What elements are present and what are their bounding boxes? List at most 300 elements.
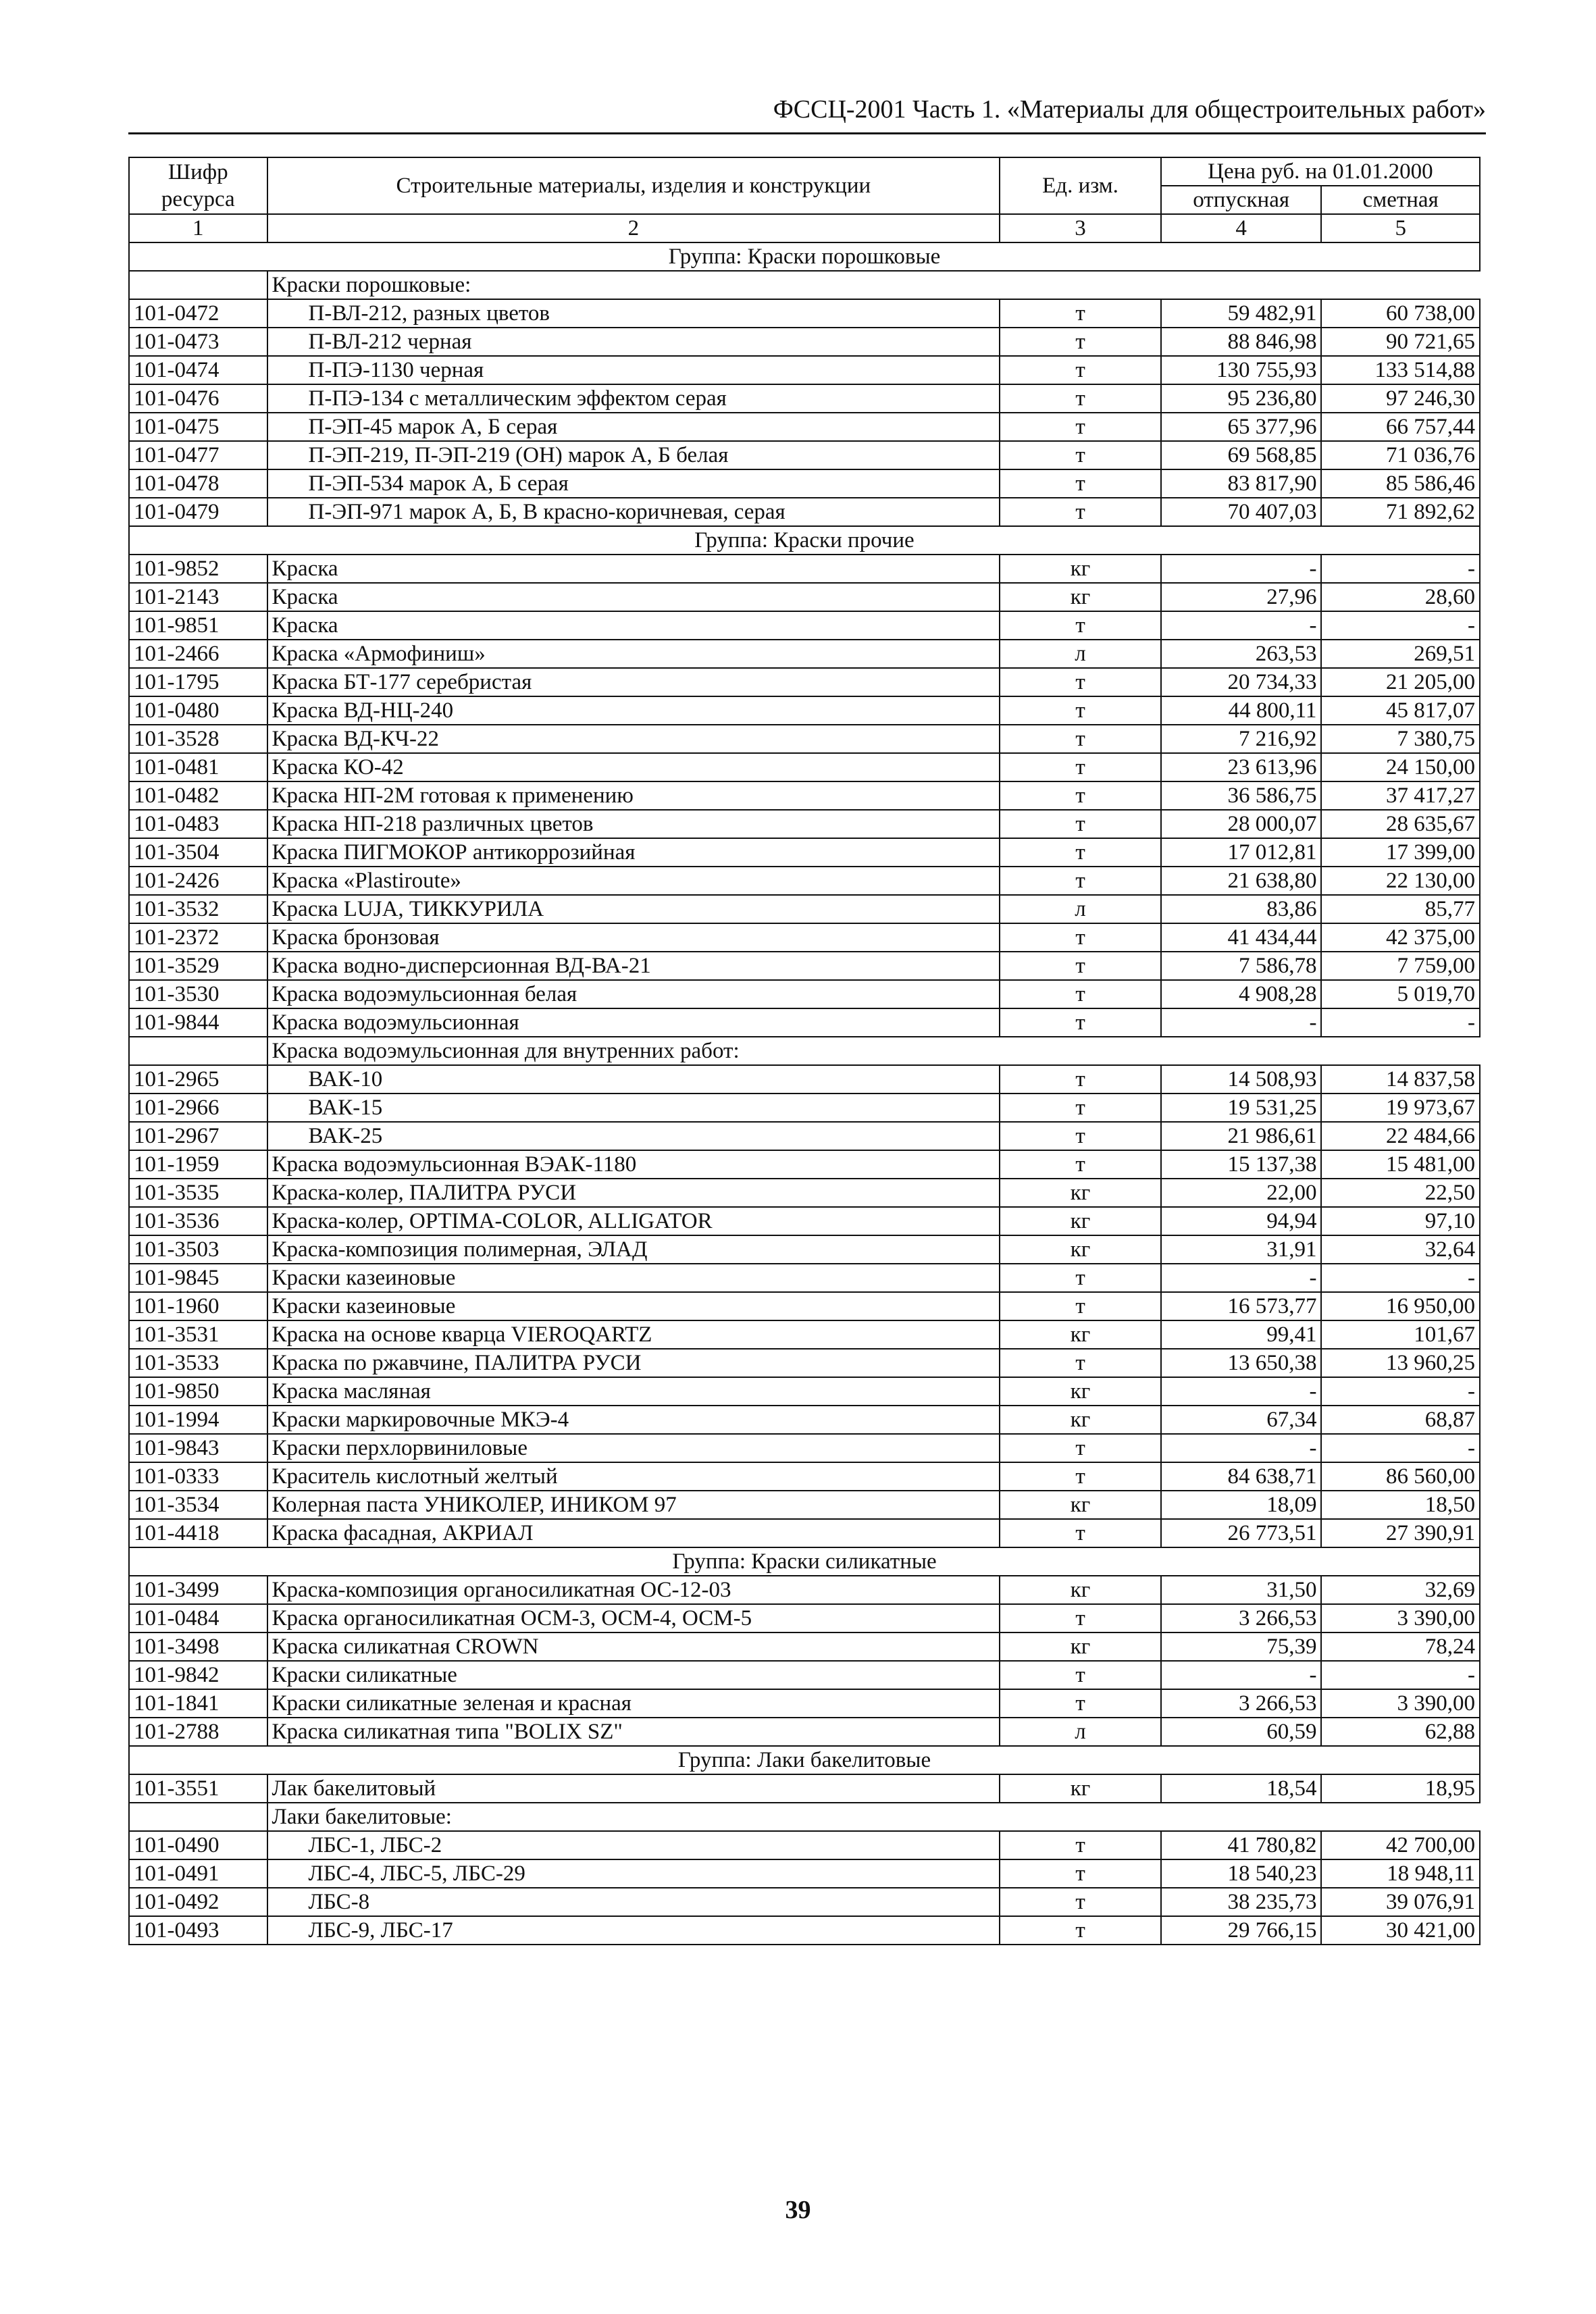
material-name-cell: ЛБС-1, ЛБС-2 [267,1831,1000,1859]
unit-cell: т [1000,611,1161,640]
release-price-cell: 69 568,85 [1161,441,1322,469]
table-row [129,384,1480,413]
estimate-price-cell: 71 036,76 [1321,441,1480,469]
resource-code-cell: 101-0482 [129,781,267,810]
unit-cell: т [1000,498,1161,526]
material-name-cell: ЛБС-8 [267,1888,1000,1916]
material-name-cell: Колерная паста УНИКОЛЕР, ИНИКОМ 97 [267,1491,1000,1519]
resource-code-cell: 101-4418 [129,1519,267,1547]
group-title: Группа: Краски прочие [129,526,1480,555]
table-row [129,1718,1480,1746]
estimate-price-cell: 60 738,00 [1321,299,1480,328]
table-row [129,498,1480,526]
material-name-cell: Краска ВД-НЦ-240 [267,696,1000,725]
resource-code-cell: 101-3528 [129,725,267,753]
table-row [129,1094,1480,1122]
material-name-cell: Краска водоэмульсионная ВЭАК-1180 [267,1150,1000,1179]
materials-price-table [128,157,1481,1945]
material-name-cell: ЛБС-4, ЛБС-5, ЛБС-29 [267,1859,1000,1888]
material-name-cell: ВАК-15 [267,1094,1000,1122]
unit-cell: т [1000,328,1161,356]
release-price-cell: - [1161,1377,1322,1406]
subgroup-code-cell [129,271,267,299]
resource-code-cell: 101-3503 [129,1235,267,1264]
resource-code-cell: 101-0477 [129,441,267,469]
estimate-price-cell: 32,69 [1321,1576,1480,1604]
material-name-cell: Краска [267,611,1000,640]
resource-code-cell: 101-9852 [129,555,267,583]
unit-cell: т [1000,1689,1161,1718]
release-price-cell: 18,54 [1161,1774,1322,1803]
material-name-cell: П-ЭП-45 марок А, Б серая [267,413,1000,441]
column-number-3: 3 [1000,214,1161,242]
resource-code-cell: 101-2143 [129,583,267,611]
table-row [129,838,1480,867]
resource-code-cell: 101-1959 [129,1150,267,1179]
estimate-price-cell: 86 560,00 [1321,1462,1480,1491]
resource-code-cell: 101-9842 [129,1661,267,1689]
subgroup-title: Краска водоэмульсионная для внутренних работ: [267,1037,1480,1065]
group-header-row [129,1547,1480,1576]
unit-cell: т [1000,725,1161,753]
release-price-cell: 31,91 [1161,1235,1322,1264]
table-row [129,1122,1480,1150]
estimate-price-cell: 39 076,91 [1321,1888,1480,1916]
unit-cell: т [1000,1888,1161,1916]
resource-code-cell: 101-0491 [129,1859,267,1888]
table-row [129,753,1480,781]
estimate-price-cell: 22 130,00 [1321,867,1480,895]
subgroup-title: Лаки бакелитовые: [267,1803,1480,1831]
material-name-cell: Краска фасадная, АКРИАЛ [267,1519,1000,1547]
estimate-price-cell: 7 380,75 [1321,725,1480,753]
table-row [129,441,1480,469]
release-price-cell: 99,41 [1161,1320,1322,1349]
resource-code-cell: 101-1994 [129,1406,267,1434]
material-name-cell: Краски казеиновые [267,1264,1000,1292]
release-price-cell: 29 766,15 [1161,1916,1322,1945]
table-row [129,413,1480,441]
material-name-cell: Краситель кислотный желтый [267,1462,1000,1491]
unit-cell: т [1000,838,1161,867]
unit-cell: т [1000,1349,1161,1377]
unit-cell: кг [1000,583,1161,611]
table-row [129,1406,1480,1434]
estimate-price-cell: 22 484,66 [1321,1122,1480,1150]
unit-cell: кг [1000,1491,1161,1519]
release-price-cell: 44 800,11 [1161,696,1322,725]
resource-code-cell: 101-3536 [129,1207,267,1235]
release-price-cell: - [1161,1264,1322,1292]
table-row [129,555,1480,583]
estimate-price-cell: 18 948,11 [1321,1859,1480,1888]
estimate-price-cell: 19 973,67 [1321,1094,1480,1122]
release-price-cell: 18,09 [1161,1491,1322,1519]
estimate-price-cell: 3 390,00 [1321,1604,1480,1632]
resource-code-cell: 101-3535 [129,1179,267,1207]
release-price-cell: 3 266,53 [1161,1689,1322,1718]
resource-code-cell: 101-9845 [129,1264,267,1292]
estimate-price-cell: 27 390,91 [1321,1519,1480,1547]
unit-cell: т [1000,413,1161,441]
material-name-cell: Краска водоэмульсионная белая [267,980,1000,1008]
resource-code-cell: 101-2466 [129,640,267,668]
estimate-price-cell: 7 759,00 [1321,952,1480,980]
document-header: ФССЦ-2001 Часть 1. «Материалы для общестроительных работ» [128,95,1486,134]
material-name-cell: Краска ПИГМОКОР антикоррозийная [267,838,1000,867]
material-name-cell: Краска масляная [267,1377,1000,1406]
unit-cell: т [1000,384,1161,413]
unit-cell: т [1000,1661,1161,1689]
table-row [129,1888,1480,1916]
unit-cell: т [1000,1831,1161,1859]
material-name-cell: Краски силикатные [267,1661,1000,1689]
resource-code-cell: 101-0333 [129,1462,267,1491]
material-name-cell: Краска на основе кварца VIEROQARTZ [267,1320,1000,1349]
estimate-price-cell: 21 205,00 [1321,668,1480,696]
table-row [129,1774,1480,1803]
resource-code-cell: 101-3532 [129,895,267,923]
unit-cell: кг [1000,1774,1161,1803]
estimate-price-cell: - [1321,1377,1480,1406]
resource-code-cell: 101-0493 [129,1916,267,1945]
material-name-cell: П-ВЛ-212 черная [267,328,1000,356]
estimate-price-cell: - [1321,555,1480,583]
resource-code-cell: 101-3504 [129,838,267,867]
release-price-cell: 31,50 [1161,1576,1322,1604]
subgroup-title: Краски порошковые: [267,271,1480,299]
unit-cell: т [1000,781,1161,810]
subgroup-code-cell [129,1037,267,1065]
unit-cell: кг [1000,1576,1161,1604]
material-name-cell: Краски казеиновые [267,1292,1000,1320]
material-name-cell: П-ПЭ-134 с металлическим эффектом серая [267,384,1000,413]
table-row [129,1320,1480,1349]
table-row [129,328,1480,356]
unit-cell: т [1000,1292,1161,1320]
resource-code-cell: 101-0479 [129,498,267,526]
resource-code-cell: 101-3531 [129,1320,267,1349]
subgroup-row [129,1037,1480,1065]
release-price-cell: 21 638,80 [1161,867,1322,895]
material-name-cell: Краска водно-дисперсионная ВД-ВА-21 [267,952,1000,980]
unit-cell: т [1000,980,1161,1008]
estimate-price-cell: 269,51 [1321,640,1480,668]
subgroup-row [129,271,1480,299]
estimate-price-cell: 18,95 [1321,1774,1480,1803]
table-row [129,1235,1480,1264]
table-row [129,725,1480,753]
table-row [129,952,1480,980]
table-row [129,1434,1480,1462]
unit-cell: т [1000,810,1161,838]
release-price-cell: 70 407,03 [1161,498,1322,526]
estimate-price-cell: - [1321,1008,1480,1037]
resource-code-cell: 101-1795 [129,668,267,696]
material-name-cell: Краска [267,555,1000,583]
estimate-price-cell: 78,24 [1321,1632,1480,1661]
release-price-cell: 21 986,61 [1161,1122,1322,1150]
unit-cell: т [1000,753,1161,781]
material-name-cell: Краска КО-42 [267,753,1000,781]
material-name-cell: Краска-композиция полимерная, ЭЛАД [267,1235,1000,1264]
release-price-cell: 130 755,93 [1161,356,1322,384]
table-row [129,1207,1480,1235]
release-price-cell: 7 586,78 [1161,952,1322,980]
unit-cell: т [1000,299,1161,328]
page-number: 39 [785,2196,811,2224]
resource-code-cell: 101-9851 [129,611,267,640]
release-price-cell: 7 216,92 [1161,725,1322,753]
material-name-cell: П-ВЛ-212, разных цветов [267,299,1000,328]
material-name-cell: Краски силикатные зеленая и красная [267,1689,1000,1718]
release-price-cell: 3 266,53 [1161,1604,1322,1632]
estimate-price-cell: 24 150,00 [1321,753,1480,781]
release-price-cell: 75,39 [1161,1632,1322,1661]
unit-cell: т [1000,1916,1161,1945]
resource-code-cell: 101-0472 [129,299,267,328]
group-title: Группа: Лаки бакелитовые [129,1746,1480,1774]
column-number-4: 4 [1161,214,1322,242]
table-row [129,980,1480,1008]
material-name-cell: Краска водоэмульсионная [267,1008,1000,1037]
table-row [129,1491,1480,1519]
release-price-cell: 22,00 [1161,1179,1322,1207]
estimate-price-cell: 37 417,27 [1321,781,1480,810]
release-price-cell: 16 573,77 [1161,1292,1322,1320]
material-name-cell: Краска по ржавчине, ПАЛИТРА РУСИ [267,1349,1000,1377]
release-price-cell: 20 734,33 [1161,668,1322,696]
resource-code-cell: 101-3551 [129,1774,267,1803]
subgroup-code-cell [129,1803,267,1831]
estimate-price-cell: 66 757,44 [1321,413,1480,441]
estimate-price-cell: - [1321,1661,1480,1689]
table-row [129,1831,1480,1859]
release-price-cell: 18 540,23 [1161,1859,1322,1888]
unit-cell: т [1000,356,1161,384]
table-row [129,1349,1480,1377]
material-name-cell: П-ЭП-219, П-ЭП-219 (ОН) марок А, Б белая [267,441,1000,469]
release-price-cell: 94,94 [1161,1207,1322,1235]
material-name-cell: Краски маркировочные МКЭ-4 [267,1406,1000,1434]
material-name-cell: Краска бронзовая [267,923,1000,952]
table-row [129,640,1480,668]
release-price-cell: - [1161,555,1322,583]
release-price-cell: 14 508,93 [1161,1065,1322,1094]
release-price-cell: 41 434,44 [1161,923,1322,952]
table-row [129,923,1480,952]
resource-code-cell: 101-0483 [129,810,267,838]
material-name-cell: Краска НП-218 различных цветов [267,810,1000,838]
unit-cell: кг [1000,1377,1161,1406]
table-row [129,867,1480,895]
unit-cell: л [1000,640,1161,668]
release-price-cell: 263,53 [1161,640,1322,668]
release-price-cell: 27,96 [1161,583,1322,611]
resource-code-cell: 101-0473 [129,328,267,356]
estimate-price-cell: 17 399,00 [1321,838,1480,867]
estimate-price-cell: 97 246,30 [1321,384,1480,413]
estimate-price-cell: - [1321,611,1480,640]
unit-cell: т [1000,867,1161,895]
unit-cell: т [1000,952,1161,980]
unit-cell: кг [1000,1235,1161,1264]
unit-cell: т [1000,1065,1161,1094]
unit-cell: т [1000,1859,1161,1888]
table-row [129,583,1480,611]
resource-code-cell: 101-0481 [129,753,267,781]
material-name-cell: П-ПЭ-1130 черная [267,356,1000,384]
material-name-cell: Краска НП-2М готовая к применению [267,781,1000,810]
table-body [129,242,1480,1945]
material-name-cell: Краска силикатная CROWN [267,1632,1000,1661]
resource-code-cell: 101-0490 [129,1831,267,1859]
table-row [129,810,1480,838]
material-name-cell: Краска LUJA, ТИККУРИЛА [267,895,1000,923]
table-row [129,1604,1480,1632]
group-header-row [129,1746,1480,1774]
unit-cell: т [1000,1122,1161,1150]
estimate-price-cell: - [1321,1264,1480,1292]
material-name-cell: Краска-колер, OPTIMA-COLOR, ALLIGATOR [267,1207,1000,1235]
release-price-cell: 41 780,82 [1161,1831,1322,1859]
header-code: Шифр ресурса [129,157,267,214]
resource-code-cell: 101-2965 [129,1065,267,1094]
estimate-price-cell: 45 817,07 [1321,696,1480,725]
group-title: Группа: Краски силикатные [129,1547,1480,1576]
header-price: Цена руб. на 01.01.2000 [1161,157,1480,186]
table-row [129,1916,1480,1945]
material-name-cell: Краска органосиликатная ОСМ-3, ОСМ-4, ОСМ-5 [267,1604,1000,1632]
estimate-price-cell: 90 721,65 [1321,328,1480,356]
unit-cell: т [1000,668,1161,696]
unit-cell: л [1000,895,1161,923]
unit-cell: кг [1000,1207,1161,1235]
unit-cell: т [1000,469,1161,498]
unit-cell: т [1000,1264,1161,1292]
resource-code-cell: 101-1960 [129,1292,267,1320]
estimate-price-cell: 62,88 [1321,1718,1480,1746]
resource-code-cell: 101-2372 [129,923,267,952]
estimate-price-cell: 85 586,46 [1321,469,1480,498]
subgroup-row [129,1803,1480,1831]
table-row [129,356,1480,384]
material-name-cell: Лак бакелитовый [267,1774,1000,1803]
material-name-cell: Краска [267,583,1000,611]
resource-code-cell: 101-3498 [129,1632,267,1661]
estimate-price-cell: 42 700,00 [1321,1831,1480,1859]
table-row [129,1576,1480,1604]
estimate-price-cell: 85,77 [1321,895,1480,923]
release-price-cell: - [1161,611,1322,640]
material-name-cell: ВАК-10 [267,1065,1000,1094]
header-estimate-price: сметная [1321,186,1480,214]
table-row [129,1008,1480,1037]
table-row [129,1150,1480,1179]
release-price-cell: 95 236,80 [1161,384,1322,413]
unit-cell: т [1000,1462,1161,1491]
header-unit: Ед. изм. [1000,157,1161,214]
table-row [129,668,1480,696]
unit-cell: т [1000,1519,1161,1547]
resource-code-cell: 101-9844 [129,1008,267,1037]
table-row [129,1179,1480,1207]
group-title: Группа: Краски порошковые [129,242,1480,271]
header-release-price: отпускная [1161,186,1322,214]
estimate-price-cell: 30 421,00 [1321,1916,1480,1945]
table-row [129,611,1480,640]
release-price-cell: 88 846,98 [1161,328,1322,356]
release-price-cell: 13 650,38 [1161,1349,1322,1377]
release-price-cell: 19 531,25 [1161,1094,1322,1122]
table-row [129,1632,1480,1661]
resource-code-cell: 101-3529 [129,952,267,980]
resource-code-cell: 101-3533 [129,1349,267,1377]
table-row [129,895,1480,923]
resource-code-cell: 101-9850 [129,1377,267,1406]
resource-code-cell: 101-0480 [129,696,267,725]
release-price-cell: 65 377,96 [1161,413,1322,441]
material-name-cell: Краска силикатная типа "BOLIX SZ" [267,1718,1000,1746]
material-name-cell: Краска «Армофиниш» [267,640,1000,668]
release-price-cell: - [1161,1661,1322,1689]
estimate-price-cell: 18,50 [1321,1491,1480,1519]
table-row [129,1859,1480,1888]
release-price-cell: 15 137,38 [1161,1150,1322,1179]
unit-cell: кг [1000,555,1161,583]
resource-code-cell: 101-2788 [129,1718,267,1746]
material-name-cell: Краски перхлорвиниловые [267,1434,1000,1462]
table-row [129,1661,1480,1689]
resource-code-cell: 101-3530 [129,980,267,1008]
table-row [129,299,1480,328]
unit-cell: кг [1000,1179,1161,1207]
estimate-price-cell: 101,67 [1321,1320,1480,1349]
estimate-price-cell: 16 950,00 [1321,1292,1480,1320]
unit-cell: т [1000,696,1161,725]
material-name-cell: Краска-колер, ПАЛИТРА РУСИ [267,1179,1000,1207]
resource-code-cell: 101-2967 [129,1122,267,1150]
release-price-cell: - [1161,1434,1322,1462]
table-row [129,1689,1480,1718]
group-header-row [129,242,1480,271]
release-price-cell: 83,86 [1161,895,1322,923]
unit-cell: т [1000,1008,1161,1037]
material-name-cell: ЛБС-9, ЛБС-17 [267,1916,1000,1945]
release-price-cell: 17 012,81 [1161,838,1322,867]
material-name-cell: Краска ВД-КЧ-22 [267,725,1000,753]
material-name-cell: П-ЭП-971 марок А, Б, В красно-коричневая, серая [267,498,1000,526]
column-number-1: 1 [129,214,267,242]
resource-code-cell: 101-3534 [129,1491,267,1519]
header-name: Строительные материалы, изделия и конструкции [267,157,1000,214]
resource-code-cell: 101-1841 [129,1689,267,1718]
estimate-price-cell: 28 635,67 [1321,810,1480,838]
table-row [129,469,1480,498]
table-row [129,1292,1480,1320]
table-row [129,696,1480,725]
unit-cell: кг [1000,1320,1161,1349]
table-row [129,1519,1480,1547]
unit-cell: т [1000,1094,1161,1122]
release-price-cell: 36 586,75 [1161,781,1322,810]
estimate-price-cell: 133 514,88 [1321,356,1480,384]
unit-cell: кг [1000,1632,1161,1661]
release-price-cell: 23 613,96 [1161,753,1322,781]
column-number-2: 2 [267,214,1000,242]
estimate-price-cell: 71 892,62 [1321,498,1480,526]
unit-cell: кг [1000,1406,1161,1434]
